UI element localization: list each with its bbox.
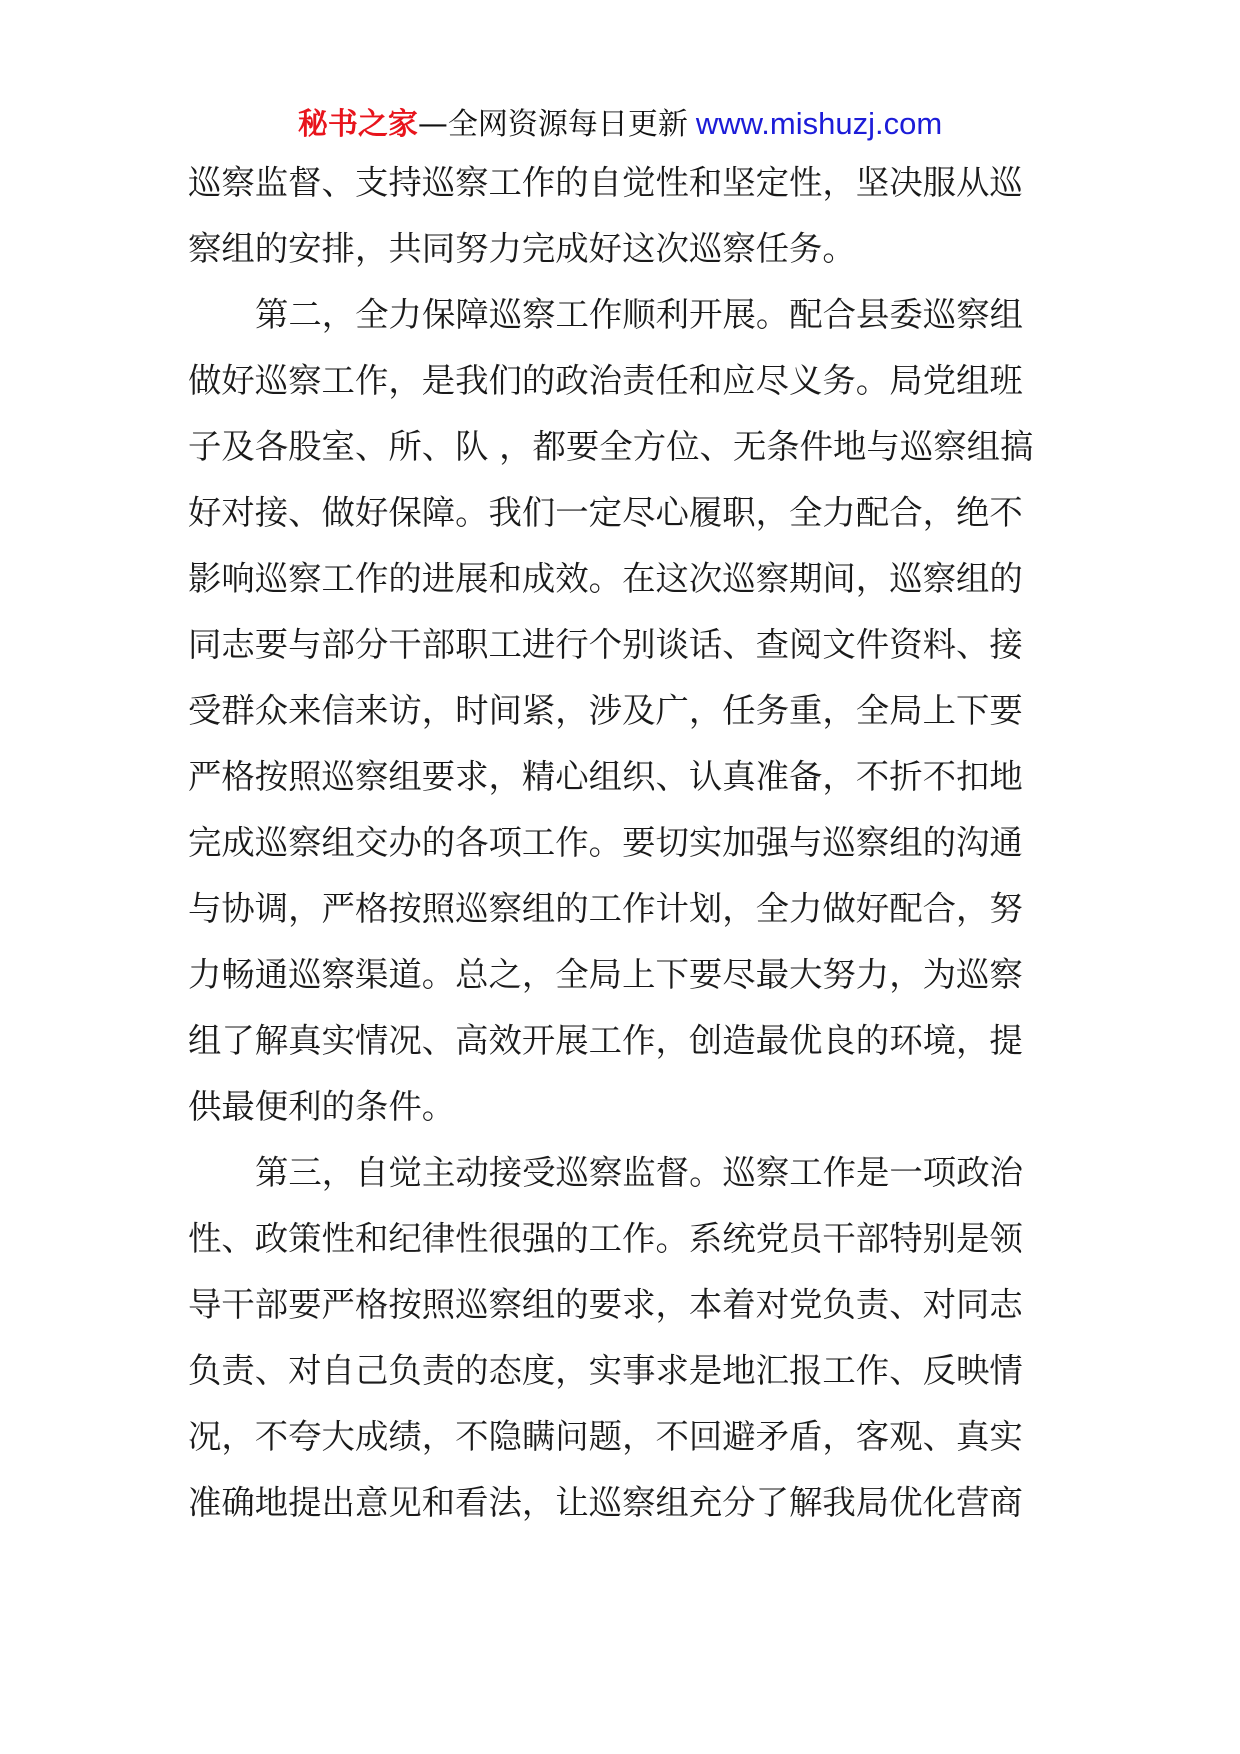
paragraph-three-start: 第三，自觉主动接受巡察监督。巡察工作是一项政治 [255, 1153, 1023, 1192]
body-line: 察组的安排，共同努力完成好这次巡察任务。 [188, 229, 856, 268]
body-line: 严格按照巡察组要求，精心组织、认真准备，不折不扣地 [188, 757, 1023, 796]
body-line: 巡察监督、支持巡察工作的自觉性和坚定性，坚决服从巡 [188, 163, 1023, 202]
site-header [0, 104, 1240, 145]
body-line: 性、政策性和纪律性很强的工作。系统党员干部特别是领 [188, 1219, 1023, 1258]
body-line: 导干部要严格按照巡察组的要求，本着对党负责、对同志 [188, 1285, 1023, 1324]
body-line: 受群众来信来访，时间紧，涉及广，任务重，全局上下要 [188, 691, 1023, 730]
body-line: 力畅通巡察渠道。总之，全局上下要尽最大努力，为巡察 [188, 955, 1023, 994]
body-line: 同志要与部分干部职工进行个别谈话、查阅文件资料、接 [188, 625, 1023, 664]
paragraph-two-start: 第二，全力保障巡察工作顺利开展。配合县委巡察组 [255, 295, 1023, 334]
body-line: 子及各股室、所、队 ，都要全方位、无条件地与巡察组搞 [188, 427, 1034, 466]
site-tagline: —全网资源每日更新 [417, 107, 688, 142]
body-line: 好对接、做好保障。我们一定尽心履职，全力配合，绝不 [188, 493, 1023, 532]
brand-name: 秘书之家 [297, 107, 418, 142]
body-line: 组了解真实情况、高效开展工作，创造最优良的环境，提 [188, 1021, 1023, 1060]
body-line: 况，不夸大成绩，不隐瞒问题，不回避矛盾，客观、真实 [188, 1417, 1023, 1456]
body-line: 完成巡察组交办的各项工作。要切实加强与巡察组的沟通 [188, 823, 1023, 862]
site-url-link[interactable]: www.mishuzj.com [695, 106, 943, 141]
body-line: 与协调，严格按照巡察组的工作计划，全力做好配合，努 [188, 889, 1023, 928]
document-body [188, 150, 1058, 1536]
body-line: 准确地提出意见和看法，让巡察组充分了解我局优化营商 [188, 1483, 1023, 1522]
body-line: 负责、对自己负责的态度，实事求是地汇报工作、反映情 [188, 1351, 1023, 1390]
body-line: 影响巡察工作的进展和成效。在这次巡察期间，巡察组的 [188, 559, 1023, 598]
body-line: 做好巡察工作，是我们的政治责任和应尽义务。局党组班 [188, 361, 1023, 400]
body-line: 供最便利的条件。 [188, 1087, 456, 1126]
